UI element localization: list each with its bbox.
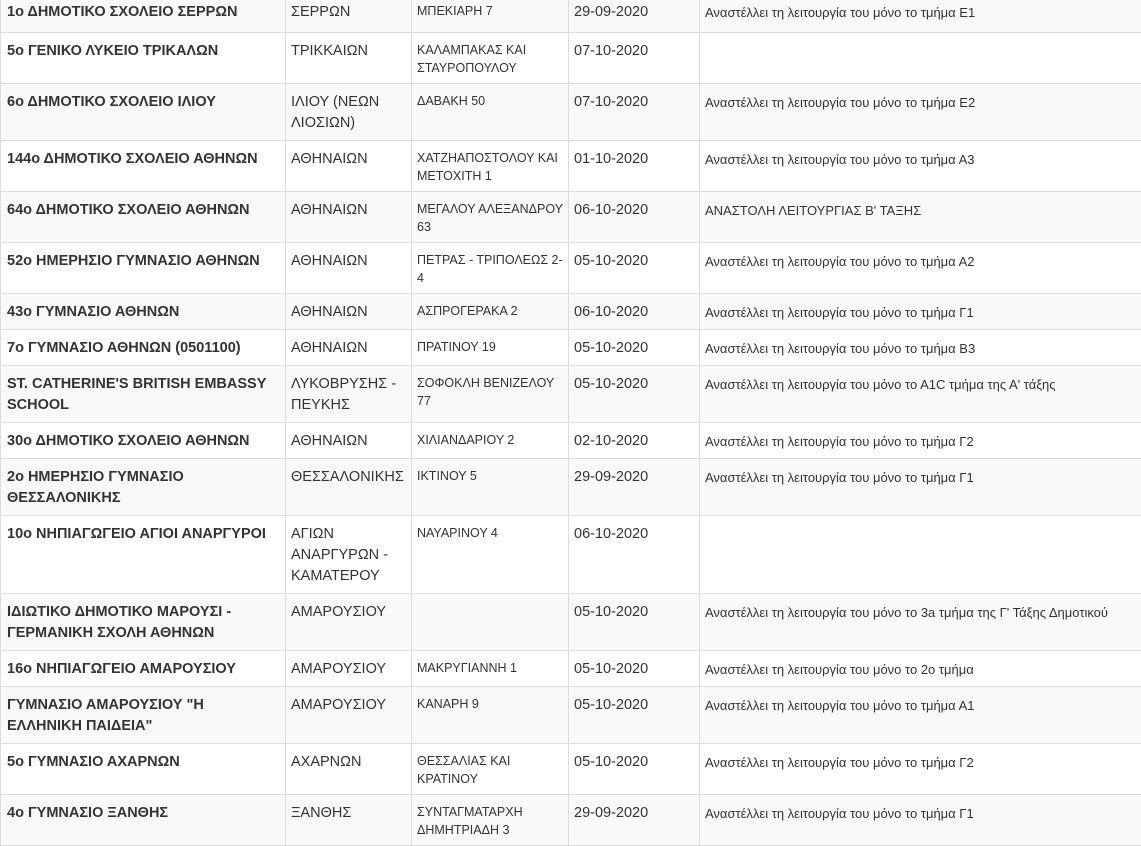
note-cell: Αναστέλλει τη λειτουργία του μόνο το τμήμα Γ2 [700, 744, 1141, 795]
school-name-cell: 16ο ΝΗΠΙΑΓΩΓΕΙΟ ΑΜΑΡΟΥΣΙΟΥ [1, 651, 286, 687]
municipality-cell: ΑΘΗΝΑΙΩΝ [286, 294, 412, 330]
school-name-cell: 5ο ΓΥΜΝΑΣΙΟ ΑΧΑΡΝΩΝ [1, 744, 286, 795]
note-cell: Αναστέλλει τη λειτουργία του μόνο το τμήμα Γ1 [700, 459, 1141, 516]
address-cell: ΜΠΕΚΙΑΡΗ 7 [412, 0, 569, 33]
note-cell: ΑΝΑΣΤΟΛΗ ΛΕΙΤΟΥΡΓΙΑΣ Β' ΤΑΞΗΣ [700, 192, 1141, 243]
municipality-cell: ΑΘΗΝΑΙΩΝ [286, 243, 412, 294]
address-cell: ΧΑΤΖΗΑΠΟΣΤΟΛΟΥ ΚΑΙ ΜΕΤΟΧΙΤΗ 1 [412, 141, 569, 192]
date-cell: 07-10-2020 [569, 33, 700, 84]
table-row [1, 84, 1141, 141]
table-row [1, 330, 1141, 366]
date-cell: 06-10-2020 [569, 516, 700, 594]
note-cell: Αναστέλλει τη λειτουργία του μόνο το τμήμα Γ2 [700, 423, 1141, 459]
address-cell: ΔΑΒΑΚΗ 50 [412, 84, 569, 141]
school-name-cell: 64ο ΔΗΜΟΤΙΚΟ ΣΧΟΛΕΙΟ ΑΘΗΝΩΝ [1, 192, 286, 243]
date-cell: 06-10-2020 [569, 192, 700, 243]
municipality-cell: ΛΥΚΟΒΡΥΣΗΣ - ΠΕΥΚΗΣ [286, 366, 412, 423]
note-cell: Αναστέλλει τη λειτουργία του μόνο το τμήμα Γ1 [700, 294, 1141, 330]
table-body [1, 0, 1141, 846]
school-name-cell: 144ο ΔΗΜΟΤΙΚΟ ΣΧΟΛΕΙΟ ΑΘΗΝΩΝ [1, 141, 286, 192]
table-row [1, 0, 1141, 33]
address-cell: ΣΟΦΟΚΛΗ ΒΕΝΙΖΕΛΟΥ 77 [412, 366, 569, 423]
note-cell: Αναστέλλει τη λειτουργία του μόνο το τμήμα Α1 [700, 687, 1141, 744]
date-cell: 07-10-2020 [569, 84, 700, 141]
school-name-cell: ΓΥΜΝΑΣΙΟ ΑΜΑΡΟΥΣΙΟΥ "Η ΕΛΛΗΝΙΚΗ ΠΑΙΔΕΙΑ" [1, 687, 286, 744]
note-cell: Αναστέλλει τη λειτουργία του μόνο το τμήμα Α3 [700, 141, 1141, 192]
municipality-cell: ΑΓΙΩΝ ΑΝΑΡΓΥΡΩΝ - ΚΑΜΑΤΕΡΟΥ [286, 516, 412, 594]
date-cell: 05-10-2020 [569, 594, 700, 651]
address-cell: ΚΑΛΑΜΠΑΚΑΣ ΚΑΙ ΣΤΑΥΡΟΠΟΥΛΟΥ [412, 33, 569, 84]
date-cell: 05-10-2020 [569, 687, 700, 744]
date-cell: 05-10-2020 [569, 366, 700, 423]
address-cell [412, 594, 569, 651]
school-name-cell: 7ο ΓΥΜΝΑΣΙΟ ΑΘΗΝΩΝ (0501100) [1, 330, 286, 366]
date-cell: 29-09-2020 [569, 0, 700, 33]
date-cell: 29-09-2020 [569, 795, 700, 846]
table-row [1, 192, 1141, 243]
table-row [1, 594, 1141, 651]
date-cell: 05-10-2020 [569, 330, 700, 366]
date-cell: 05-10-2020 [569, 651, 700, 687]
municipality-cell: ΑΘΗΝΑΙΩΝ [286, 192, 412, 243]
table-row [1, 651, 1141, 687]
note-cell: Αναστέλλει τη λειτουργία του μόνο το Α1C τμήμα της Α' τάξης [700, 366, 1141, 423]
address-cell: ΜΑΚΡΥΓΙΑΝΝΗ 1 [412, 651, 569, 687]
note-cell: Αναστέλλει τη λειτουργία του μόνο το τμήμα Α2 [700, 243, 1141, 294]
municipality-cell: ΞΑΝΘΗΣ [286, 795, 412, 846]
table-row [1, 744, 1141, 795]
date-cell: 05-10-2020 [569, 744, 700, 795]
school-name-cell: 5ο ΓΕΝΙΚΟ ΛΥΚΕΙΟ ΤΡΙΚΑΛΩΝ [1, 33, 286, 84]
municipality-cell: ΤΡΙΚΚΑΙΩΝ [286, 33, 412, 84]
municipality-cell: ΘΕΣΣΑΛΟΝΙΚΗΣ [286, 459, 412, 516]
school-name-cell: ΙΔΙΩΤΙΚΟ ΔΗΜΟΤΙΚΟ ΜΑΡΟΥΣΙ - ΓΕΡΜΑΝΙΚΗ ΣΧΟΛΗ ΑΘΗΝΩΝ [1, 594, 286, 651]
note-cell: Αναστέλλει τη λειτουργία του μόνο το τμήμα Ε1 [700, 0, 1141, 33]
address-cell: ΙΚΤΙΝΟΥ 5 [412, 459, 569, 516]
address-cell: ΠΕΤΡΑΣ - ΤΡΙΠΟΛΕΩΣ 2-4 [412, 243, 569, 294]
table-row [1, 687, 1141, 744]
municipality-cell: ΑΜΑΡΟΥΣΙΟΥ [286, 651, 412, 687]
table-row [1, 423, 1141, 459]
table-row [1, 366, 1141, 423]
municipality-cell: ΑΧΑΡΝΩΝ [286, 744, 412, 795]
address-cell: ΑΣΠΡΟΓΕΡΑΚΑ 2 [412, 294, 569, 330]
note-cell: Αναστέλλει τη λειτουργία του μόνο το 3a τμήμα της Γ' Τάξης Δημοτικού [700, 594, 1141, 651]
table-row [1, 459, 1141, 516]
municipality-cell: ΑΘΗΝΑΙΩΝ [286, 141, 412, 192]
municipality-cell: ΑΘΗΝΑΙΩΝ [286, 423, 412, 459]
date-cell: 01-10-2020 [569, 141, 700, 192]
note-cell [700, 516, 1141, 594]
date-cell: 06-10-2020 [569, 294, 700, 330]
date-cell: 29-09-2020 [569, 459, 700, 516]
table-row [1, 294, 1141, 330]
table-row [1, 141, 1141, 192]
note-cell: Αναστέλλει τη λειτουργία του μόνο το τμήμα Γ1 [700, 795, 1141, 846]
table-row [1, 795, 1141, 846]
note-cell: Αναστέλλει τη λειτουργία του μόνο το 2ο τμήμα [700, 651, 1141, 687]
municipality-cell: ΙΛΙΟΥ (ΝΕΩΝ ΛΙΟΣΙΩΝ) [286, 84, 412, 141]
municipality-cell: ΑΜΑΡΟΥΣΙΟΥ [286, 594, 412, 651]
address-cell: ΧΙΛΙΑΝΔΑΡΙΟΥ 2 [412, 423, 569, 459]
municipality-cell: ΑΘΗΝΑΙΩΝ [286, 330, 412, 366]
note-cell [700, 33, 1141, 84]
note-cell: Αναστέλλει τη λειτουργία του μόνο το τμήμα Β3 [700, 330, 1141, 366]
municipality-cell: ΑΜΑΡΟΥΣΙΟΥ [286, 687, 412, 744]
note-cell: Αναστέλλει τη λειτουργία του μόνο το τμήμα Ε2 [700, 84, 1141, 141]
address-cell: ΚΑΝΑΡΗ 9 [412, 687, 569, 744]
school-name-cell: 1ο ΔΗΜΟΤΙΚΟ ΣΧΟΛΕΙΟ ΣΕΡΡΩΝ [1, 0, 286, 33]
date-cell: 05-10-2020 [569, 243, 700, 294]
address-cell: ΣΥΝΤΑΓΜΑΤΑΡΧΗ ΔΗΜΗΤΡΙΑΔΗ 3 [412, 795, 569, 846]
school-name-cell: 4ο ΓΥΜΝΑΣΙΟ ΞΑΝΘΗΣ [1, 795, 286, 846]
school-name-cell: 2ο ΗΜΕΡΗΣΙΟ ΓΥΜΝΑΣΙΟ ΘΕΣΣΑΛΟΝΙΚΗΣ [1, 459, 286, 516]
address-cell: ΘΕΣΣΑΛΙΑΣ ΚΑΙ ΚΡΑΤΙΝΟΥ [412, 744, 569, 795]
table-row [1, 243, 1141, 294]
school-name-cell: ST. CATHERINE'S BRITISH EMBASSY SCHOOL [1, 366, 286, 423]
address-cell: ΜΕΓΑΛΟΥ ΑΛΕΞΑΝΔΡΟΥ 63 [412, 192, 569, 243]
address-cell: ΝΑΥΑΡΙΝΟΥ 4 [412, 516, 569, 594]
school-name-cell: 30ο ΔΗΜΟΤΙΚΟ ΣΧΟΛΕΙΟ ΑΘΗΝΩΝ [1, 423, 286, 459]
school-name-cell: 10ο ΝΗΠΙΑΓΩΓΕΙΟ ΑΓΙΟΙ ΑΝΑΡΓΥΡΟΙ [1, 516, 286, 594]
date-cell: 02-10-2020 [569, 423, 700, 459]
municipality-cell: ΣΕΡΡΩΝ [286, 0, 412, 33]
school-name-cell: 52ο ΗΜΕΡΗΣΙΟ ΓΥΜΝΑΣΙΟ ΑΘΗΝΩΝ [1, 243, 286, 294]
school-name-cell: 6ο ΔΗΜΟΤΙΚΟ ΣΧΟΛΕΙΟ ΙΛΙΟΥ [1, 84, 286, 141]
address-cell: ΠΡΑΤΙΝΟΥ 19 [412, 330, 569, 366]
table-row [1, 33, 1141, 84]
school-name-cell: 43ο ΓΥΜΝΑΣΙΟ ΑΘΗΝΩΝ [1, 294, 286, 330]
table-row [1, 516, 1141, 594]
